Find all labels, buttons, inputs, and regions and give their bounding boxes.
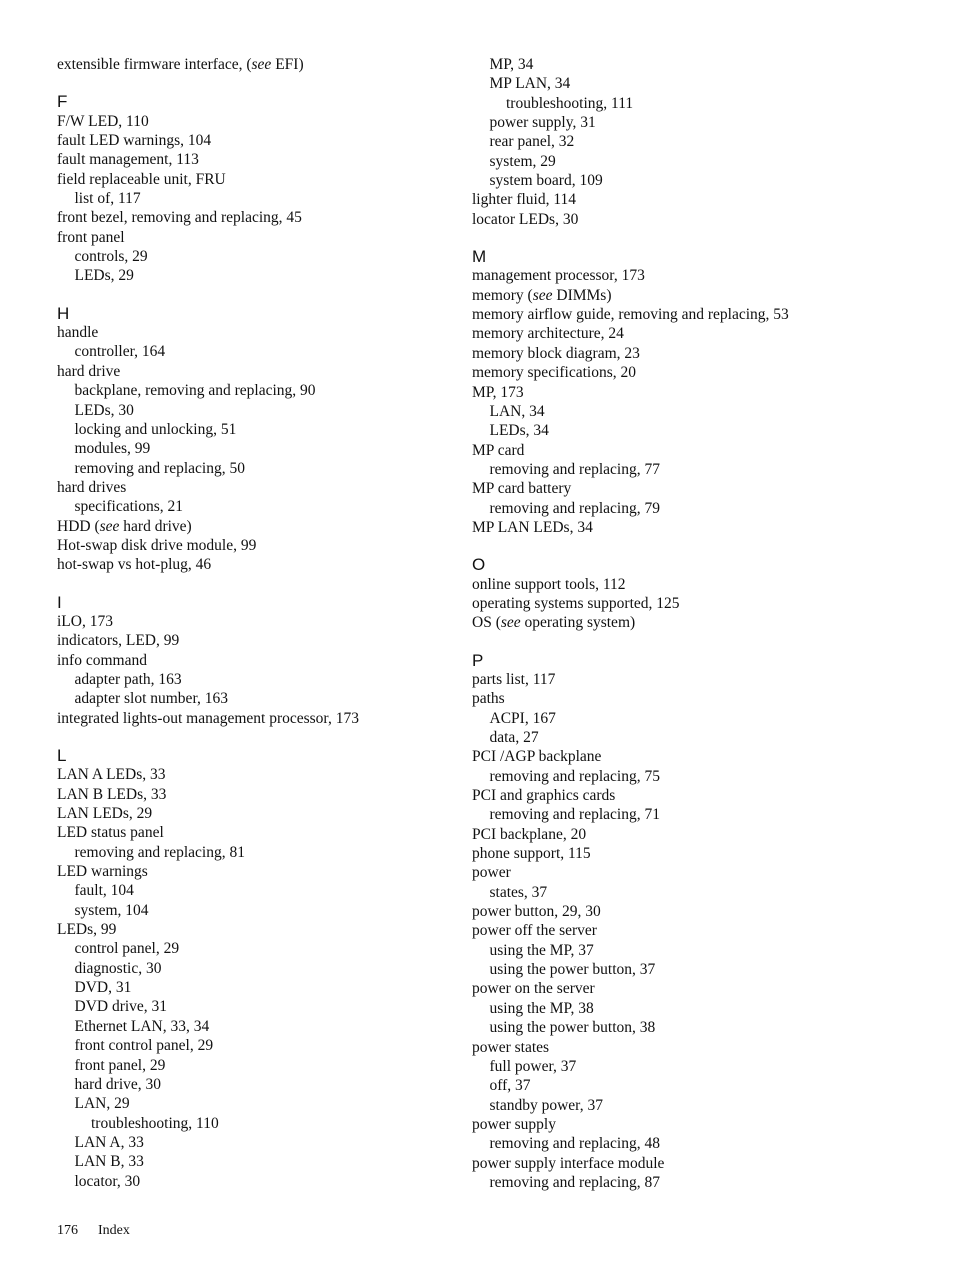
index-entry: handle [57,324,99,342]
index-subentry: states, 37 [489,883,548,901]
index-entry [472,613,932,632]
index-letter-heading: M [472,247,487,267]
index-entry: MP card battery [472,480,572,498]
index-subentry: removing and replacing, 79 [489,499,660,517]
index-subentry: specifications, 21 [74,498,183,516]
see-reference: see [99,517,120,535]
index-entry: hard drive [57,362,121,380]
index-entry: PCI /AGP backplane [472,748,602,766]
index-subentry: LAN B, 33 [74,1153,144,1171]
index-letter-heading: P [472,650,484,670]
entry-text: extensible firmware interface, ( [57,56,252,73]
index-entry: fault LED warnings, 104 [57,132,212,150]
index-entry: memory airflow guide, removing and replacing, 53 [472,306,789,324]
index-subentry: removing and replacing, 71 [489,806,660,824]
index-entry: paths [472,690,505,708]
index-subentry: front control panel, 29 [74,1037,214,1055]
index-subentry: front panel, 29 [74,1056,166,1074]
index-entry: front panel [57,228,125,246]
index-subentry: using the power button, 38 [489,1019,656,1037]
index-entry: power supply [472,1115,556,1133]
index-entry: iLO, 173 [57,612,113,630]
index-entry: power [472,864,511,882]
index-entry: management processor, 173 [472,267,645,285]
index-entry: parts list, 117 [472,670,556,688]
index-subentry: LAN A, 33 [74,1133,144,1151]
index-subentry: troubleshooting, 110 [91,1114,219,1132]
index-entry: field replaceable unit, FRU [57,170,226,188]
entry-text-after: operating system) [520,614,636,632]
index-entry: lighter fluid, 114 [472,191,577,209]
index-entry: MP, 173 [472,383,524,401]
see-reference: see [251,56,272,73]
index-entry: fault management, 113 [57,151,199,169]
index-subentry: MP, 34 [489,56,534,73]
index-entry: power states [472,1038,550,1056]
index-entry [57,517,452,536]
index-subentry: system board, 109 [489,172,603,190]
entry-text-after: DIMMs) [552,286,612,304]
entry-text: OS ( [472,614,501,632]
index-subentry: using the MP, 38 [489,999,594,1017]
index-entry: power supply interface module [472,1154,665,1172]
index-subentry: controller, 164 [74,343,166,361]
index-subentry: Ethernet LAN, 33, 34 [74,1017,210,1035]
index-subentry: MP LAN, 34 [489,75,571,93]
index-entry: LEDs, 99 [57,921,117,939]
index-entry: Hot-swap disk drive module, 99 [57,536,257,554]
index-subentry: off, 37 [489,1077,531,1095]
index-entry: LAN LEDs, 29 [57,805,153,823]
index-subentry: LEDs, 29 [74,267,134,285]
index-subentry: LEDs, 34 [489,422,549,440]
index-entry: LAN A LEDs, 33 [57,766,166,784]
index-entry: power on the server [472,980,595,998]
entry-text-after: hard drive) [119,517,192,535]
index-subentry: LAN, 29 [74,1095,130,1113]
index-entry: indicators, LED, 99 [57,632,180,650]
index-entry: memory specifications, 20 [472,364,636,382]
index-entry: info command [57,651,147,669]
index-subentry: list of, 117 [74,190,141,208]
index-entry: memory architecture, 24 [472,325,624,343]
index-subentry: modules, 99 [74,440,151,458]
index-entry: MP card [472,441,525,459]
index-subentry: LEDs, 30 [74,401,134,419]
index-entry: memory block diagram, 23 [472,344,640,362]
index-letter-heading: H [57,303,70,323]
index-entry: operating systems supported, 125 [472,594,680,612]
index-entry: LED warnings [57,863,148,881]
entry-text-after: EFI) [271,56,304,73]
index-subentry: DVD, 31 [74,979,132,997]
index-subentry: removing and replacing, 77 [489,460,660,478]
index-entry: locator LEDs, 30 [472,210,579,228]
index-entry: front bezel, removing and replacing, 45 [57,209,302,227]
index-entry: LAN B LEDs, 33 [57,785,167,803]
index-subentry: locking and unlocking, 51 [74,420,237,438]
index-subentry: rear panel, 32 [489,133,575,151]
index-entry: phone support, 115 [472,845,591,863]
index-subentry: diagnostic, 30 [74,959,162,977]
index-entry: hot-swap vs hot-plug, 46 [57,556,212,574]
index-entry: LED status panel [57,824,164,842]
index-subentry: fault, 104 [74,882,134,900]
index-letter-heading: I [57,592,62,612]
index-subentry: troubleshooting, 111 [506,94,634,112]
index-entry: power off the server [472,922,597,940]
index-subentry: removing and replacing, 48 [489,1135,660,1153]
index-subentry: data, 27 [489,729,539,746]
index-subentry: standby power, 37 [489,1096,603,1114]
index-entry: power button, 29, 30 [472,903,601,921]
index-entry [57,55,452,74]
index-subentry: using the MP, 37 [489,941,594,959]
index-subentry: removing and replacing, 75 [489,767,660,785]
page-number: 176 [57,1223,78,1238]
index-subentry: system, 29 [489,152,556,170]
index-column-left [57,55,452,1191]
entry-text: memory ( [472,286,533,304]
index-subentry: locator, 30 [74,1172,141,1190]
index-entry: F/W LED, 110 [57,112,149,130]
index-subentry: removing and replacing, 50 [74,459,245,477]
index-subentry: adapter path, 163 [74,670,182,688]
see-reference: see [532,286,553,304]
index-subentry: LAN, 34 [489,402,545,420]
index-subentry: power supply, 31 [489,114,596,132]
entry-text: HDD ( [57,517,100,535]
index-subentry: using the power button, 37 [489,961,656,979]
index-subentry: controls, 29 [74,248,148,266]
see-reference: see [500,614,521,632]
index-entry: integrated lights-out management processor, 173 [57,709,359,727]
index-letter-heading: O [472,555,486,575]
footer-section-title: Index [98,1223,130,1238]
index-letter-heading: L [57,746,67,765]
index-column-right [472,55,932,1192]
index-subentry: control panel, 29 [74,940,180,958]
index-subentry: hard drive, 30 [74,1075,162,1093]
page-footer [57,1222,130,1240]
index-entry [472,286,932,305]
index-subentry: ACPI, 167 [489,709,556,727]
index-entry: MP LAN LEDs, 34 [472,518,593,536]
index-subentry: adapter slot number, 163 [74,690,228,708]
index-subentry: DVD drive, 31 [74,998,168,1016]
index-subentry: system, 104 [74,901,149,919]
index-letter-heading: F [57,92,68,112]
index-subentry: backplane, removing and replacing, 90 [74,382,316,400]
index-entry: PCI backplane, 20 [472,825,587,843]
index-subentry: removing and replacing, 81 [74,843,245,861]
index-entry: hard drives [57,478,127,496]
index-subentry: removing and replacing, 87 [489,1173,660,1191]
index-subentry: full power, 37 [489,1057,577,1075]
index-entry: online support tools, 112 [472,575,626,593]
index-entry: PCI and graphics cards [472,787,616,805]
